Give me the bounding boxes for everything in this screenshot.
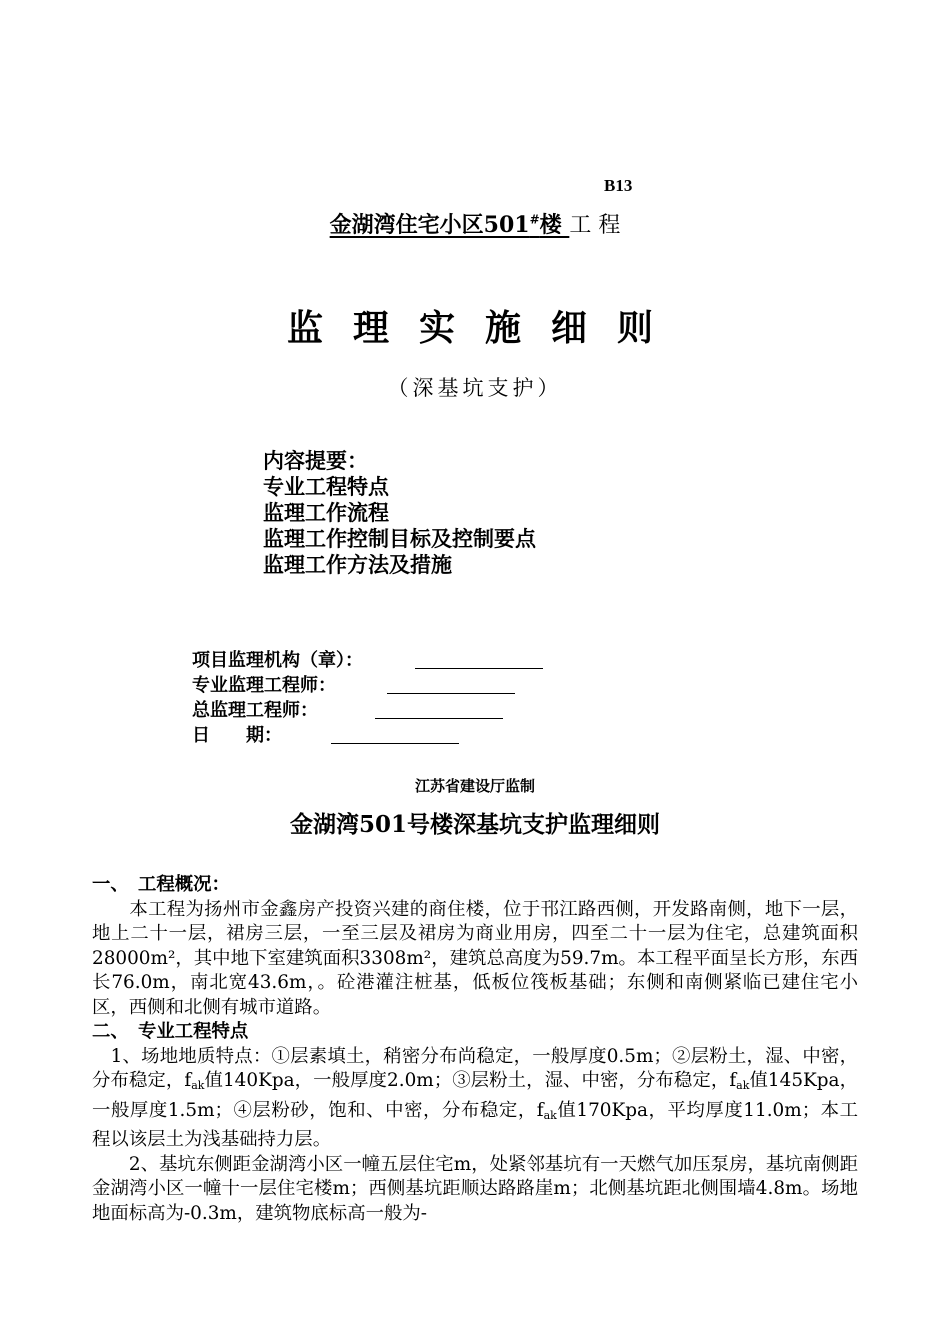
paragraph	[92, 1045, 858, 1153]
document-title: 金湖湾501号楼深基坑支护监理细则	[289, 811, 660, 838]
project-name-superscript: #	[529, 212, 540, 227]
signature-row	[192, 648, 363, 673]
paragraph: 本工程为扬州市金鑫房产投资兴建的商住楼，位于邗江路西侧，开发路南侧，地下一层，地上二十一层，裙房三层，一至三层及裙房为商业用房，四至二十一层为住宅，总建筑面积28000m²，其中地下室建筑面积3308m²，建筑总高度为59.7m。本工程平面呈长方形，东西长76.0m，南北宽43.6m，。砼港灌注桩基，低板位筏板基础；东侧和南侧紧临已建住宅小区，西侧和北侧有城市道路。	[92, 898, 858, 1018]
main-title: 监理实施细则	[286, 307, 683, 349]
paragraph: 2、基坑东侧距金湖湾小区一幢五层住宅m，处紧邻基坑有一天燃气加压泵房，基坑南侧距金湖湾小区一幢十一层住宅楼m；西侧基坑距顺达路路崖m；北侧基坑距北侧围墙4.8m。场地地面标高为-0.3m，建筑物底标高一般为-	[92, 1153, 858, 1224]
signature-label: 总监理工程师：	[192, 700, 318, 721]
summary-item: 专业工程特点	[263, 474, 389, 499]
subscript: ak	[736, 1079, 750, 1092]
section-overview	[92, 873, 858, 1226]
section-heading: 一、 工程概况：	[92, 874, 230, 895]
signature-label: 项目监理机构（章）：	[192, 650, 363, 671]
paragraph-text: 1、场地地质特点：①层素填土，稍密分布尚稳定，一般厚度0.5m；②层粉土，湿、中密，分布稳定，f	[92, 1045, 858, 1091]
signature-line	[375, 718, 503, 719]
project-name-underlined	[330, 212, 570, 238]
project-name-suffix: 楼	[539, 212, 570, 238]
signature-label: 日 期：	[192, 725, 282, 746]
subscript: ak	[543, 1108, 557, 1122]
summary-item: 监理工作流程	[263, 500, 389, 525]
signature-line	[387, 693, 515, 694]
subtitle: （深基坑支护）	[387, 376, 563, 400]
supervising-authority: 江苏省建设厅监制	[414, 777, 535, 795]
subscript: ak	[191, 1079, 205, 1092]
content-summary	[263, 448, 536, 578]
summary-item: 监理工作控制目标及控制要点	[263, 526, 536, 551]
signature-line	[331, 743, 459, 744]
signature-row	[192, 698, 363, 723]
section-heading: 二、 专业工程特点	[92, 1021, 249, 1042]
summary-item: 监理工作方法及措施	[263, 552, 452, 577]
paragraph-text: 值170Kpa，平均厚度11.0m；本工程以该层土为浅基础持力层。	[92, 1099, 858, 1150]
signature-line	[415, 668, 543, 669]
signature-row	[192, 723, 363, 748]
signature-block	[192, 648, 363, 748]
signature-row	[192, 673, 363, 698]
paragraph-text: 值145Kpa，一般厚度1.5m；④层粉砂，饱和、中密，分布稳定，f	[92, 1070, 858, 1121]
project-name	[0, 208, 950, 239]
project-name-text: 金湖湾住宅小区501	[329, 212, 530, 238]
project-word: 工 程	[569, 213, 621, 238]
signature-label: 专业监理工程师：	[192, 675, 336, 696]
paragraph-text: 值140Kpa，一般厚度2.0m；③层粉土，湿、中密，分布稳定，f	[204, 1070, 737, 1091]
document-code: B13	[604, 176, 633, 195]
summary-heading: 内容提要：	[263, 448, 368, 473]
